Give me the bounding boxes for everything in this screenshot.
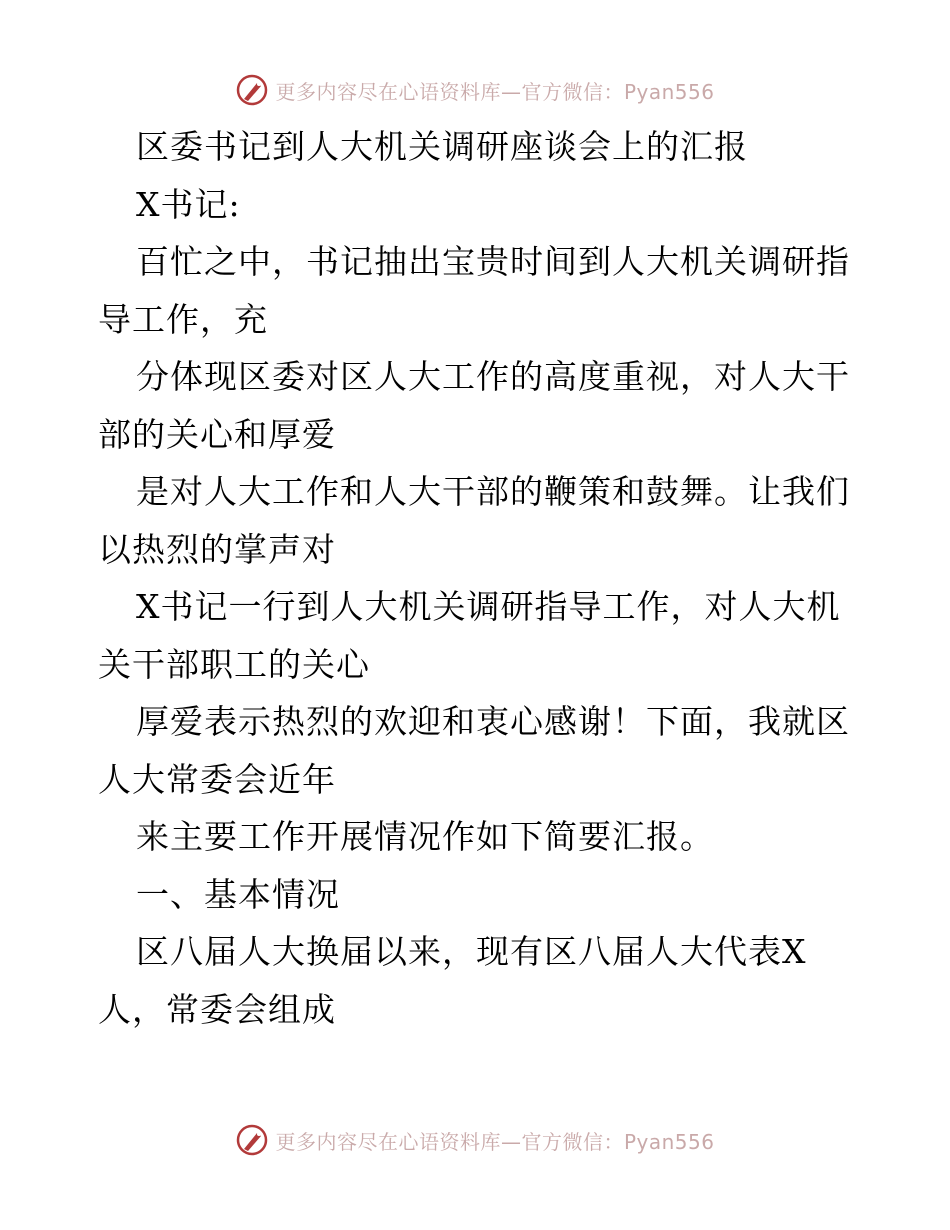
text-line: 百忙之中，书记抽出宝贵时间到人大机关调研指 [136,242,850,281]
text-line: 以热烈的掌声对 [98,529,336,569]
footer-banner [0,1120,950,1160]
text-line: 部的关心和厚爱 [98,414,336,454]
text-line: 厚爱表示热烈的欢迎和衷心感谢！下面，我就区 [136,702,850,741]
text-line: X书记: [136,184,241,224]
text-line: 关干部职工的关心 [98,644,370,684]
banner-text: 更多内容尽在心语资料库—官方微信：Pyan556 [275,79,715,104]
pen-circle-logo-icon [235,73,269,107]
text-line: 人大常委会近年 [98,759,336,799]
text-line: 人，常委会组成 [98,989,336,1029]
text-line: 来主要工作开展情况作如下简要汇报。 [136,817,714,856]
text-line: 一、基本情况 [136,874,340,914]
banner-text: 更多内容尽在心语资料库—官方微信：Pyan556 [275,1129,715,1154]
document-body [98,118,858,1038]
document-title: 区委书记到人大机关调研座谈会上的汇报 [136,127,748,166]
text-line: X书记一行到人大机关调研指导工作，对人大机 [136,587,841,626]
text-line: 导工作，充 [98,299,268,339]
pen-circle-logo-icon [235,1123,269,1157]
text-line: 分体现区委对区人大工作的高度重视，对人大干 [136,357,850,396]
header-banner [0,70,950,110]
text-line: 区八届人大换届以来，现有区八届人大代表X [136,932,807,971]
text-line: 是对人大工作和人大干部的鞭策和鼓舞。让我们 [136,472,850,511]
